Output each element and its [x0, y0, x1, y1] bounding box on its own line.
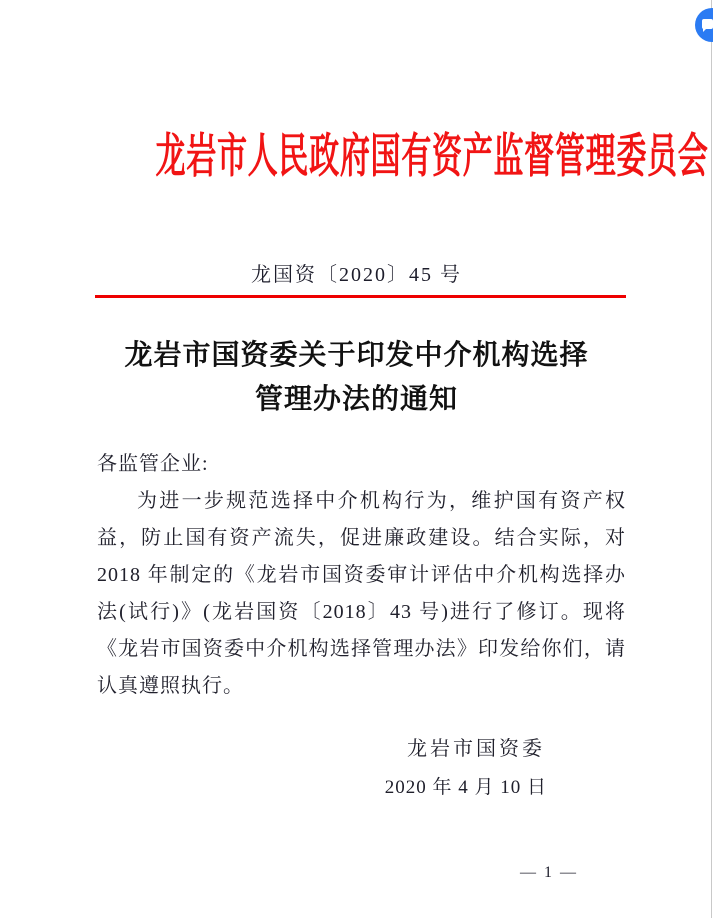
document-title-line2: 管理办法的通知 — [254, 384, 458, 415]
document-number: 龙国资〔2020〕45 号 — [251, 264, 462, 286]
salutation: 各监管企业: — [97, 453, 209, 475]
document-title-line1: 龙岩市国资委关于印发中介机构选择 — [124, 340, 589, 371]
signature-org: 龙岩市国资委 — [407, 738, 545, 760]
chat-bubble-icon — [702, 19, 713, 29]
org-header-banner — [0, 126, 713, 199]
body-paragraph: 为进一步规范选择中介机构行为，维护国有资产权益，防止国有资产流失，促进廉政建设。结合实际，对 2018 年制定的《龙岩市国资委审计评估中介机构选择办法(试行)》(龙岩国资〔2018〕43 号)进行了修订。现将《龙岩市国资委中介机构选择管理办法》印发给你们，请认真遵照执行。 — [97, 490, 626, 697]
org-header-text: 龙岩市人民政府国有资产监督管理委员会 — [155, 131, 709, 183]
floating-action-button[interactable] — [695, 8, 713, 42]
page-number: — 1 — — [520, 864, 578, 881]
signature-date: 2020 年 4 月 10 日 — [384, 777, 547, 798]
red-divider-rule — [95, 295, 626, 298]
document-body — [97, 446, 626, 705]
document-title — [0, 334, 713, 422]
